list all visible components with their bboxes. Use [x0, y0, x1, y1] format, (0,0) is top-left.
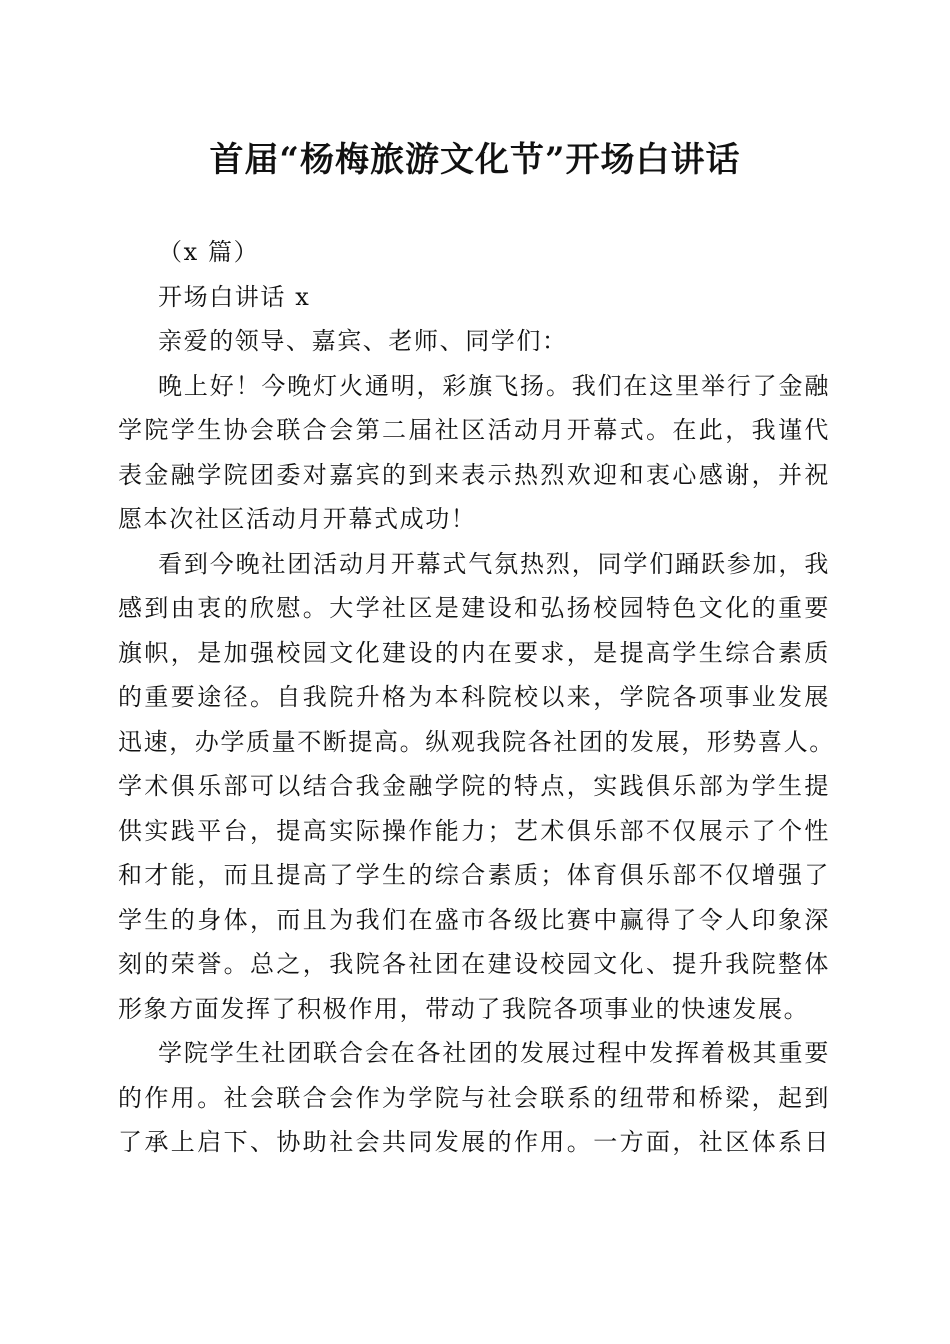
text-line: 亲爱的领导、嘉宾、老师、同学们：: [158, 327, 568, 355]
text-line: 了承上启下、协助社会共同发展的作用。一方面，社区体系日: [118, 1128, 830, 1156]
text-line: 学院学生社团联合会在各社团的发展过程中发挥着极其重要: [158, 1039, 830, 1067]
text-line: 晚上好！今晚灯火通明，彩旗飞扬。我们在这里举行了金融: [158, 371, 830, 400]
text-line: 愿本次社区活动月开幕式成功！: [118, 505, 477, 533]
text-line: 学生的身体，而且为我们在盛市各级比赛中赢得了令人印象深: [118, 905, 830, 934]
text-line: 形象方面发挥了积极作用，带动了我院各项事业的快速发展。: [118, 994, 810, 1023]
text-line: 的重要途径。自我院升格为本科院校以来，学院各项事业发展: [118, 683, 830, 711]
text-line: 看到今晚社团活动月开幕式气氛热烈，同学们踊跃参加，我: [158, 549, 830, 578]
text-line: 和才能，而且提高了学生的综合素质；体育俱乐部不仅增强了: [118, 861, 830, 889]
text-line: 学院学生协会联合会第二届社区活动月开幕式。在此，我谨代: [118, 416, 830, 444]
text-line: （x 篇）: [158, 238, 260, 266]
text-line: 学术俱乐部可以结合我金融学院的特点，实践俱乐部为学生提: [118, 772, 830, 800]
text-line: 刻的荣誉。总之，我院各社团在建设校园文化、提升我院整体: [118, 950, 830, 978]
text-line: 迅速，办学质量不断提高。纵观我院各社团的发展，形势喜人。: [118, 727, 835, 756]
text-line: 供实践平台，提高实际操作能力；艺术俱乐部不仅展示了个性: [118, 816, 830, 845]
text-line: 的作用。社会联合会作为学院与社会联系的纽带和桥梁，起到: [118, 1083, 830, 1112]
document-title: 首届“杨梅旅游文化节”开场白讲话: [209, 140, 741, 180]
text-line: 表金融学院团委对嘉宾的到来表示热烈欢迎和衷心感谢，并祝: [118, 460, 830, 489]
document-body: [118, 230, 835, 1165]
text-line: 开场白讲话 x: [158, 282, 311, 311]
text-line: 旗帜，是加强校园文化建设的内在要求，是提高学生综合素质: [118, 638, 830, 667]
text-line: 感到由衷的欣慰。大学社区是建设和弘扬校园特色文化的重要: [118, 594, 830, 622]
